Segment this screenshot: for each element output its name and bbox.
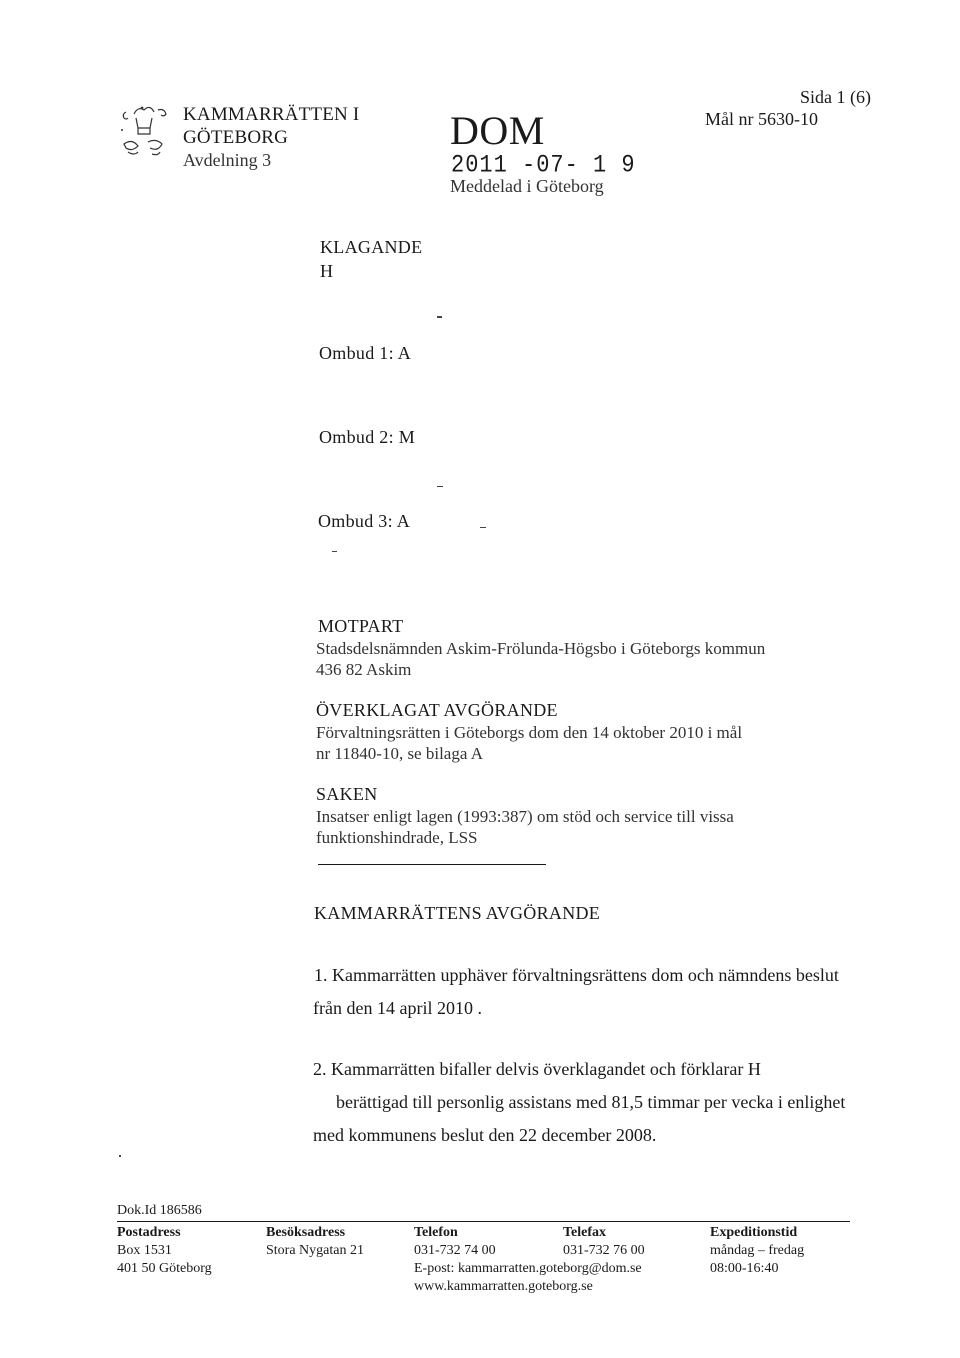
court-name-line2: GÖTEBORG (183, 127, 289, 148)
document-type-title: DOM (450, 108, 545, 153)
date-stamp: 2011 -07- 1 9 (451, 151, 636, 180)
footer-email: E-post: kammarratten.goteborg@dom.se (414, 1261, 642, 1276)
footer-fax-line1: 031-732 76 00 (563, 1243, 645, 1258)
opponent-name: Stadsdelsnämnden Askim-Frölunda-Högsbo i Göteborgs kommun (316, 639, 766, 658)
footer-postal-line2: 401 50 Göteborg (117, 1261, 212, 1276)
issued-place: Meddelad i Göteborg (450, 176, 604, 196)
scan-mark (332, 551, 337, 552)
page-info: Sida 1 (6) (800, 87, 871, 107)
footer-website: www.kammarratten.goteborg.se (414, 1279, 593, 1294)
footer-fax-heading: Telefax (563, 1225, 607, 1240)
appealed-decision-line1: Förvaltningsrätten i Göteborgs dom den 14 oktober 2010 i mål (316, 723, 743, 742)
footer-rule (117, 1221, 850, 1222)
footer-visit-line1: Stora Nygatan 21 (266, 1243, 364, 1258)
decision-item1-line2: från den 14 april 2010 . (313, 998, 482, 1018)
decision-item2-line1: 2. Kammarrätten bifaller delvis överklagandet och förklarar H (313, 1059, 761, 1079)
appellant-name: H (320, 261, 334, 281)
matter-line2: funktionshindrade, LSS (316, 828, 478, 847)
agent-3: Ombud 3: A (318, 511, 411, 531)
matter-label: SAKEN (316, 784, 378, 804)
section-divider (318, 864, 546, 865)
opponent-address: 436 82 Askim (316, 660, 412, 679)
footer-hours-line2: 08:00-16:40 (710, 1261, 779, 1276)
appealed-decision-line2: nr 11840-10, se bilaga A (316, 744, 483, 763)
footer-phone-heading: Telefon (414, 1225, 458, 1240)
footer-postal-line1: Box 1531 (117, 1243, 172, 1258)
decision-item2-line3: med kommunens beslut den 22 december 2008. (313, 1125, 657, 1145)
appellant-label: KLAGANDE (320, 237, 423, 257)
agent-1: Ombud 1: A (319, 343, 412, 363)
court-department: Avdelning 3 (183, 150, 272, 170)
footer-visit-heading: Besöksadress (266, 1225, 346, 1240)
appealed-decision-label: ÖVERKLAGAT AVGÖRANDE (316, 700, 558, 720)
decision-item2-line2: berättigad till personlig assistans med 81,5 timmar per vecka i enlighet (336, 1092, 846, 1112)
footer-postal-heading: Postadress (117, 1225, 181, 1240)
document-id: Dok.Id 186586 (117, 1203, 202, 1218)
scan-mark (437, 316, 442, 318)
court-emblem-icon (112, 100, 178, 166)
footer-hours-heading: Expeditionstid (710, 1225, 798, 1240)
agent-2: Ombud 2: M (319, 427, 416, 447)
case-number: Mål nr 5630-10 (705, 109, 818, 129)
court-name-line1: KAMMARRÄTTEN I (183, 104, 360, 125)
scan-mark (119, 1155, 121, 1157)
decision-item1-line1: 1. Kammarrätten upphäver förvaltningsrättens dom och nämndens beslut (314, 965, 839, 985)
scan-mark (480, 527, 486, 528)
court-decision-label: KAMMARRÄTTENS AVGÖRANDE (314, 903, 601, 923)
footer-phone-line1: 031-732 74 00 (414, 1243, 496, 1258)
matter-line1: Insatser enligt lagen (1993:387) om stöd och service till vissa (316, 807, 734, 826)
opponent-label: MOTPART (318, 616, 404, 636)
scan-mark (437, 486, 443, 487)
footer-hours-line1: måndag – fredag (710, 1243, 805, 1258)
